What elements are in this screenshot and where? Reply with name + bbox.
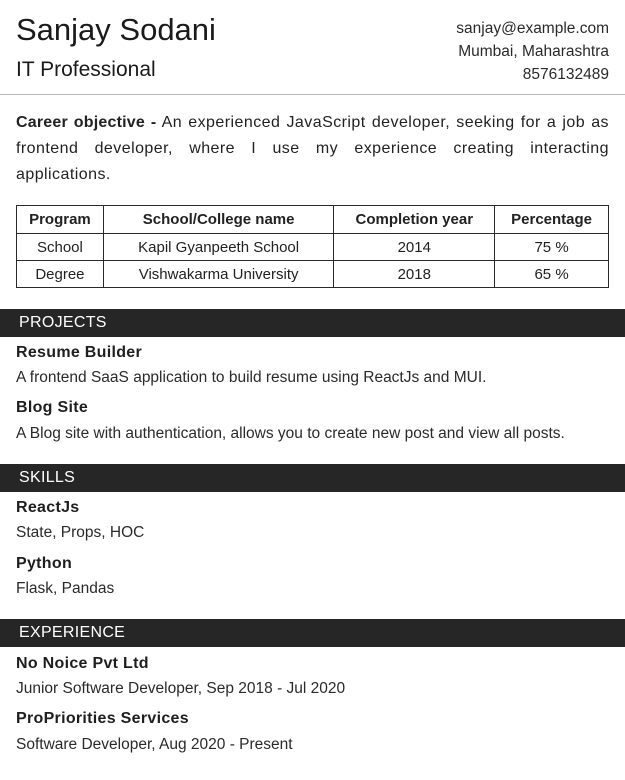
project-title: Blog Site — [16, 399, 89, 416]
skill-title: ReactJs — [16, 499, 80, 516]
table-row — [17, 261, 609, 288]
contact-info — [456, 17, 609, 86]
education-header-school: School/College name — [103, 206, 334, 234]
candidate-profession: IT Professional — [16, 58, 156, 81]
skill-description: State, Props, HOC — [16, 524, 145, 541]
education-header-percentage: Percentage — [495, 206, 609, 234]
experience-heading: EXPERIENCE — [0, 619, 625, 647]
education-percentage: 65 % — [495, 261, 609, 288]
education-school: Kapil Gyanpeeth School — [103, 234, 334, 261]
skill-description: Flask, Pandas — [16, 580, 115, 597]
project-description: A Blog site with authentication, allows you to create new post and view all posts. — [16, 425, 565, 442]
experience-role: Software Developer, Aug 2020 - Present — [16, 736, 293, 753]
experience-company: ProPriorities Services — [16, 710, 189, 727]
education-header-year: Completion year — [334, 206, 495, 234]
contact-email: sanjay@example.com — [456, 20, 609, 37]
candidate-name: Sanjay Sodani — [16, 12, 216, 47]
contact-phone: 8576132489 — [522, 66, 609, 83]
education-program: Degree — [17, 261, 104, 288]
career-objective-text: An experienced JavaScript developer, seeking for a job as frontend developer, where I use my experience creating interacting applications. — [16, 114, 609, 183]
education-header-row — [17, 206, 609, 234]
project-description: A frontend SaaS application to build resume using ReactJs and MUI. — [16, 369, 487, 386]
education-year: 2014 — [334, 234, 495, 261]
skills-heading: SKILLS — [0, 464, 625, 492]
education-year: 2018 — [334, 261, 495, 288]
education-percentage: 75 % — [495, 234, 609, 261]
resume-header — [0, 0, 625, 95]
career-objective — [16, 110, 609, 188]
education-table — [16, 205, 609, 288]
projects-heading: PROJECTS — [0, 309, 625, 337]
education-school: Vishwakarma University — [103, 261, 334, 288]
table-row — [17, 234, 609, 261]
project-title: Resume Builder — [16, 344, 143, 361]
experience-company: No Noice Pvt Ltd — [16, 655, 149, 672]
contact-location: Mumbai, Maharashtra — [458, 43, 609, 60]
experience-role: Junior Software Developer, Sep 2018 - Jul 2020 — [16, 680, 346, 697]
career-objective-label: Career objective - — [16, 114, 157, 131]
skill-title: Python — [16, 555, 73, 572]
education-program: School — [17, 234, 104, 261]
education-header-program: Program — [17, 206, 104, 234]
